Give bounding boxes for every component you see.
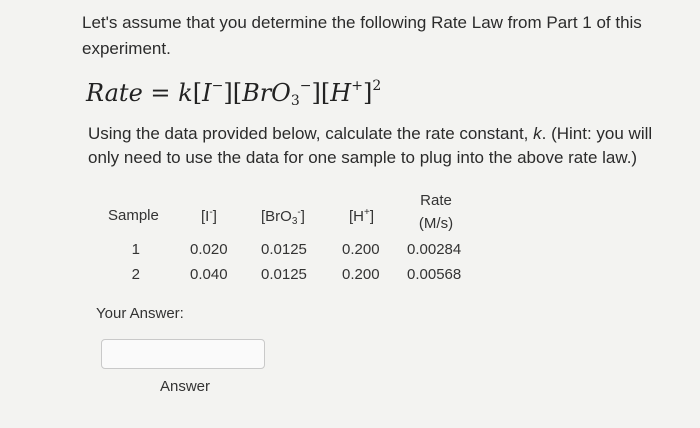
table-cell-rate: 0.00568 <box>407 266 462 283</box>
table-cell-sample: 1 <box>131 241 140 258</box>
rate-law-formula: Rate = $k[I^-][BrO_3^-][H^+]^2$ <box>86 78 382 109</box>
table-cell-iodide: 0.040 <box>190 266 228 283</box>
formula-hydrogen: H <box>330 79 352 107</box>
formula-lhs: Rate <box>86 79 143 107</box>
instructions-part2: . (Hint: you will only need to use the data for one sample to plug into the above rate law.) <box>88 124 653 167</box>
formula-hydrogen-charge: + <box>351 78 363 94</box>
formula-k: k <box>178 79 193 107</box>
formula-bromate-sub: 3 <box>290 93 300 109</box>
table-cell-bromate: 0.0125 <box>261 241 307 258</box>
answer-field-label: Answer <box>160 378 211 395</box>
table-cell-sample: 2 <box>131 266 140 283</box>
intro-text: Let's assume that you determine the following Rate Law from Part 1 of this experiment. <box>82 13 642 58</box>
header-hydrogen: [H+] <box>349 207 375 225</box>
header-iodide: [I-] <box>201 207 217 225</box>
your-answer-label: Your Answer: <box>96 305 184 322</box>
formula-iodide-charge: − <box>211 78 224 94</box>
table-cell-bromate: 0.0125 <box>261 266 307 283</box>
header-bromate: [BrO$_3$-] <box>261 207 305 227</box>
formula-bromate: BrO <box>242 79 291 107</box>
answer-input[interactable] <box>101 339 265 369</box>
formula-hydrogen-exponent: 2 <box>372 78 382 94</box>
formula-equals: = <box>150 79 171 107</box>
header-rate-units: (M/s) <box>418 215 454 232</box>
instructions-text <box>88 122 658 170</box>
header-sample: Sample <box>108 207 159 224</box>
instructions-part1: Using the data provided below, calculate the rate constant, <box>88 124 534 143</box>
header-rate: Rate <box>420 192 452 209</box>
formula-iodide: I <box>202 79 212 107</box>
table-cell-hydrogen: 0.200 <box>342 266 380 283</box>
table-cell-iodide: 0.020 <box>190 241 228 258</box>
table-cell-rate: 0.00284 <box>407 241 462 258</box>
formula-bromate-charge: − <box>299 78 312 94</box>
table-cell-hydrogen: 0.200 <box>342 241 380 258</box>
instructions-k: k <box>533 124 542 143</box>
